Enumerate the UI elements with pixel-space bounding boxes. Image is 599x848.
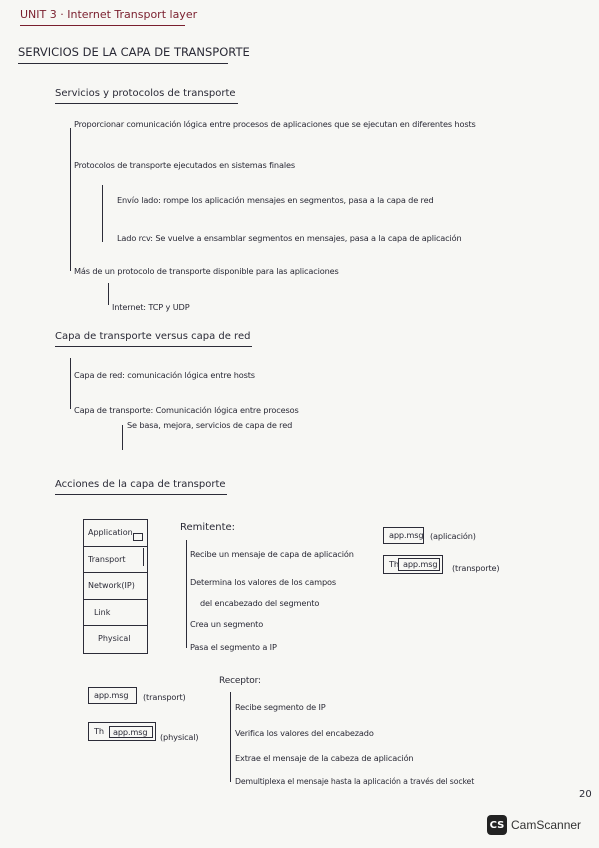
- th-box-text: Th: [389, 559, 399, 569]
- camscanner-name: CamScanner: [511, 818, 582, 832]
- stack-layer-label: Link: [94, 607, 111, 617]
- stack-down-arrow-line: [143, 548, 144, 566]
- th-app-msg-box: [383, 555, 443, 574]
- section1-heading: Servicios y protocolos de transporte: [55, 88, 236, 99]
- section1-item3-tree-line: [108, 283, 109, 305]
- main-title: SERVICIOS DE LA CAPA DE TRANSPORTE: [18, 45, 250, 59]
- stack-layer-label: Network(IP): [88, 581, 135, 591]
- section3-heading-underline: [55, 494, 227, 495]
- section2-sub: Se basa, mejora, servicios de capa de red: [127, 420, 293, 430]
- sender-tree-line: [186, 540, 187, 648]
- section2-heading-underline: [55, 346, 252, 347]
- section1-heading-underline: [55, 103, 238, 104]
- app-msg-box: [383, 527, 424, 544]
- receiver-item-4: Demultiplexa el mensaje hasta la aplicación a través del socket: [235, 777, 475, 786]
- section1-item3-sub: Internet: TCP y UDP: [112, 302, 190, 312]
- sender-item-4: Pasa el segmento a IP: [190, 642, 277, 652]
- th-inner-msg-box: [398, 558, 440, 571]
- receiver-item-1: Recibe segmento de IP: [235, 702, 326, 712]
- section1-subitem-1: Envío lado: rompe los aplicación mensajes en segmentos, pasa a la capa de red: [117, 195, 434, 205]
- section3-heading: Acciones de la capa de transporte: [55, 479, 226, 490]
- section1-item-3: Más de un protocolo de transporte disponible para las aplicaciones: [74, 266, 339, 276]
- stack-layer-link: [84, 600, 147, 627]
- stack-layer-application: [84, 520, 147, 547]
- section2-tree-line: [70, 358, 71, 409]
- left-th-inner-box: [109, 726, 153, 738]
- camscanner-brand: [487, 815, 581, 835]
- left-th-box-label: (physical): [160, 732, 199, 742]
- left-app-msg-box-text: app.msg: [94, 690, 129, 700]
- th-inner-msg-text: app.msg: [403, 559, 438, 569]
- stack-layer-physical: [84, 626, 147, 653]
- sender-item-2: Determina los valores de los campos: [190, 577, 336, 587]
- main-title-underline: [18, 63, 228, 64]
- stack-layer-network: [84, 573, 147, 600]
- section2-item-2: Capa de transporte: Comunicación lógica entre procesos: [74, 405, 299, 415]
- stack-layer-transport: [84, 547, 147, 574]
- left-th-box: [88, 722, 156, 741]
- receiver-item-2: Verifica los valores del encabezado: [235, 728, 374, 738]
- th-box-label: (transporte): [452, 563, 500, 573]
- sender-item-1: Recibe un mensaje de capa de aplicación: [190, 549, 354, 559]
- protocol-stack: [83, 519, 148, 654]
- page-number: 20: [579, 789, 592, 800]
- section1-item-1: Proporcionar comunicación lógica entre procesos de aplicaciones que se ejecutan en diferentes hosts: [74, 119, 476, 129]
- stack-layer-label: Transport: [88, 554, 126, 564]
- receiver-tree-line: [230, 692, 231, 782]
- small-box-icon: [133, 533, 143, 541]
- left-th-inner-text: app.msg: [113, 727, 148, 737]
- receiver-label: Receptor:: [219, 676, 261, 686]
- app-msg-box-text: app.msg: [389, 530, 424, 540]
- app-msg-box-label: (aplicación): [430, 531, 476, 541]
- stack-layer-label: Application: [88, 528, 133, 537]
- left-app-msg-box: [88, 687, 137, 704]
- left-th-box-text: Th: [94, 726, 104, 736]
- sender-item-2b: del encabezado del segmento: [200, 598, 320, 608]
- section1-tree-line: [70, 128, 71, 271]
- camscanner-logo: CS: [487, 815, 507, 835]
- section2-sub-tree-line: [122, 425, 123, 450]
- stack-layer-label: Physical: [98, 634, 131, 644]
- receiver-item-3: Extrae el mensaje de la cabeza de aplicación: [235, 753, 414, 763]
- unit-title-underline: [20, 25, 185, 26]
- section1-item-2: Protocolos de transporte ejecutados en sistemas finales: [74, 160, 295, 170]
- section1-subtree-line: [102, 185, 103, 242]
- section2-item-1: Capa de red: comunicación lógica entre hosts: [74, 370, 255, 380]
- sender-label: Remitente:: [180, 522, 236, 533]
- section2-heading: Capa de transporte versus capa de red: [55, 331, 251, 342]
- left-app-msg-box-label: (transport): [143, 692, 186, 702]
- sender-item-3: Crea un segmento: [190, 619, 264, 629]
- section1-subitem-2: Lado rcv: Se vuelve a ensamblar segmentos en mensajes, pasa a la capa de aplicación: [117, 233, 462, 243]
- unit-title: UNIT 3 · Internet Transport layer: [20, 8, 198, 21]
